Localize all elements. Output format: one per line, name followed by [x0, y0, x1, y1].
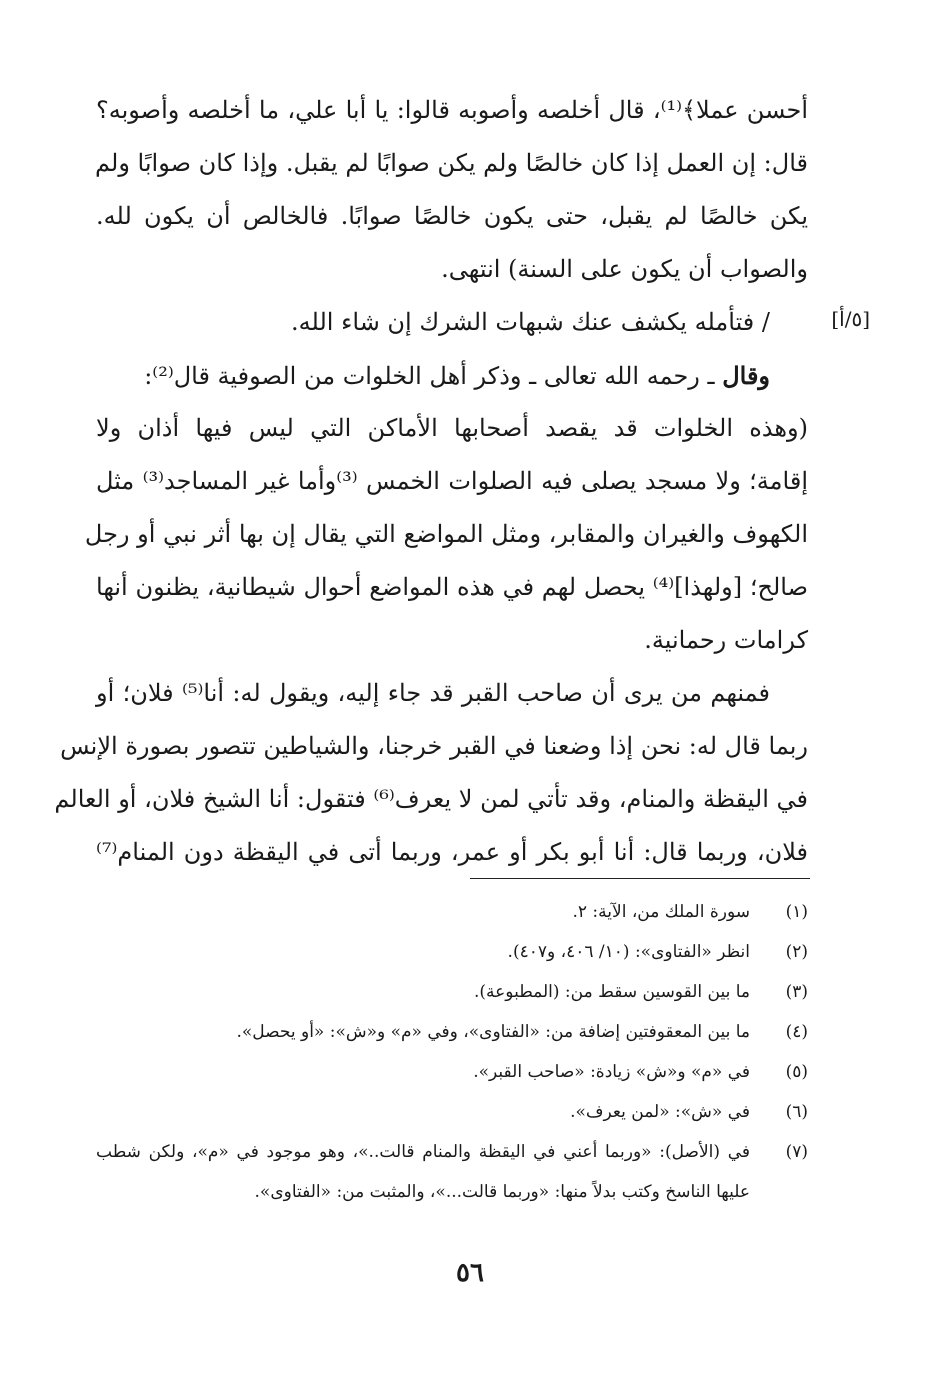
text-line: الكهوف والغيران والمقابر، ومثل المواضع التي يقال إن بها أثر نبي أو رجل — [84, 520, 808, 548]
text-line: صالح؛ [ولهذا]⁽⁴⁾ يحصل لهم في هذه المواضع أحوال شيطانية، يظنون أنها — [96, 573, 808, 601]
footnote — [96, 932, 808, 972]
footnote — [96, 1132, 808, 1212]
text-line-bold-lead — [96, 349, 808, 402]
footnote-number: (١) — [785, 902, 808, 922]
text-line: إقامة؛ ولا مسجد يصلى فيه الصلوات الخمس ⁽³⁾وأما غير المساجد⁽³⁾ مثل — [96, 467, 808, 495]
text-line: ربما قال له: نحن إذا وضعنا في القبر خرجنا، والشياطين تتصور بصورة الإنس — [60, 732, 808, 760]
text-line: قال: إن العمل إذا كان خالصًا ولم يكن صوابًا لم يقبل. وإذا كان صوابًا ولم — [95, 149, 808, 177]
footnote-number: (٦) — [785, 1102, 808, 1122]
text-line: كرامات رحمانية. — [644, 626, 808, 654]
text-line: فلان، وربما قال: أنا أبو بكر أو عمر، وربما أتى في اليقظة دون المنام⁽⁷⁾ — [96, 838, 808, 866]
footnotes — [96, 892, 808, 1212]
footnote-text: انظر «الفتاوى»: (١٠/ ٤٠٦، و٤٠٧). — [507, 942, 750, 962]
footnote-number: (٢) — [785, 942, 808, 962]
footnote-text: ما بين المعقوفتين إضافة من: «الفتاوى»، وفي «م» و«ش»: «أو يحصل». — [236, 1022, 750, 1042]
main-text — [54, 84, 808, 879]
footnote-divider — [470, 878, 810, 879]
footnote — [96, 1092, 808, 1132]
bold-lead: وقال — [722, 361, 770, 390]
footnote — [96, 972, 808, 1012]
footnote — [96, 892, 808, 932]
footnote-text: في «ش»: «لمن يعرف». — [570, 1102, 750, 1122]
footnote-number: (٤) — [785, 1022, 808, 1042]
footnote-number: (٣) — [785, 982, 808, 1002]
text-line: (وهذه الخلوات قد يقصد أصحابها الأماكن التي ليس فيها أذان ولا — [96, 414, 808, 442]
footnote — [96, 1012, 808, 1052]
text-line: والصواب أن يكون على السنة) انتهى. — [441, 255, 808, 283]
text-line-rest: ـ رحمه الله تعالى ـ وذكر أهل الخلوات من الصوفية قال⁽²⁾: — [144, 362, 723, 390]
text-line: في اليقظة والمنام، وقد تأتي لمن لا يعرف⁽⁶⁾ فتقول: أنا الشيخ فلان، أو العالم — [54, 785, 808, 813]
footnote — [96, 1052, 808, 1092]
footnote-text: في «م» و«ش» زيادة: «صاحب القبر». — [473, 1062, 750, 1082]
page-number: ٥٦ — [456, 1258, 484, 1288]
footnote-text: في (الأصل): «وربما أعني في اليقظة والمنام قالت..»، وهو موجود في «م»، ولكن شطب عليها الناسخ وكتب بدلاً منها: «وربما قالت...»، والمثبت من: «الفتاوى». — [96, 1142, 750, 1202]
text-line: أحسن عملا﴾⁽¹⁾، قال أخلصه وأصوبه قالوا: يا أبا علي، ما أخلصه وأصوبه؟ — [96, 96, 808, 124]
manuscript-folio-marker: [٥/أ] — [831, 307, 870, 331]
footnote-number: (٧) — [785, 1142, 808, 1162]
footnote-text: ما بين القوسين سقط من: (المطبوعة). — [474, 982, 750, 1002]
text-line: يكن خالصًا لم يقبل، حتى يكون خالصًا صوابًا. فالخالص أن يكون لله. — [96, 202, 808, 230]
text-line: فمنهم من يرى أن صاحب القبر قد جاء إليه، ويقول له: أنا⁽⁵⁾ فلان؛ أو — [96, 679, 770, 707]
footnote-number: (٥) — [785, 1062, 808, 1082]
text-line: / فتأمله يكشف عنك شبهات الشرك إن شاء الله. — [291, 308, 770, 336]
footnote-text: سورة الملك من، الآية: ٢. — [572, 902, 750, 922]
